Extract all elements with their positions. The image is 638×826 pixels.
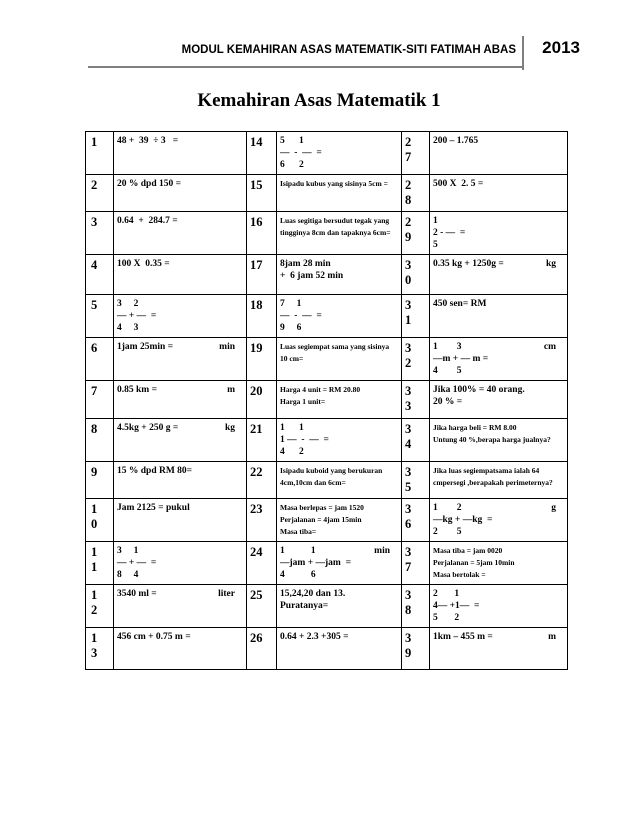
question-number: 1 1 bbox=[86, 542, 114, 585]
question-number: 3 bbox=[86, 212, 114, 255]
question-number: 24 bbox=[247, 542, 277, 585]
question-cell[interactable] bbox=[430, 255, 568, 295]
question-cell[interactable] bbox=[114, 462, 247, 499]
question-text: Jika luas segiempatsama ialah 64 cmpersegi ,berapakah perimeternya? bbox=[433, 466, 553, 487]
table-row bbox=[86, 338, 568, 381]
question-cell[interactable] bbox=[114, 628, 247, 670]
header-rule bbox=[88, 66, 524, 68]
question-number: 1 0 bbox=[86, 499, 114, 542]
question-number: 9 bbox=[86, 462, 114, 499]
question-text: 1 1 1 — - — = 4 2 bbox=[280, 423, 329, 457]
header-divider bbox=[522, 36, 524, 70]
question-text: 15,24,20 dan 13. Puratanya= bbox=[280, 589, 346, 611]
question-text: 48 + 39 ÷ 3 = bbox=[117, 136, 179, 146]
question-text: 500 X 2. 5 = bbox=[433, 179, 484, 189]
question-text: 0.64 + 2.3 +305 = bbox=[280, 632, 349, 642]
question-cell[interactable] bbox=[430, 212, 568, 255]
question-text: 1 2 - — = 5 bbox=[433, 216, 466, 250]
question-number: 19 bbox=[247, 338, 277, 381]
question-text: 3 1 — + — = 8 4 bbox=[117, 546, 157, 580]
question-number: 6 bbox=[86, 338, 114, 381]
question-number: 18 bbox=[247, 295, 277, 338]
question-cell[interactable] bbox=[277, 628, 402, 670]
question-number: 2 7 bbox=[402, 132, 430, 175]
question-cell[interactable] bbox=[430, 542, 568, 585]
question-number: 25 bbox=[247, 585, 277, 628]
question-cell[interactable] bbox=[277, 212, 402, 255]
question-cell[interactable] bbox=[430, 132, 568, 175]
question-text: 0.64 + 284.7 = bbox=[117, 216, 178, 226]
question-number: 3 9 bbox=[402, 628, 430, 670]
table-row bbox=[86, 462, 568, 499]
question-text: Isipadu kuboid yang berukuran 4cm,10cm dan 6cm= bbox=[280, 466, 383, 487]
question-number: 2 8 bbox=[402, 175, 430, 212]
question-text: Luas segiempat sama yang sisinya 10 cm= bbox=[280, 342, 390, 363]
question-text: Masa tiba = jam 0020 Perjalanan = 5jam 10min Masa bertolak = bbox=[433, 546, 515, 579]
table-row bbox=[86, 542, 568, 585]
question-number: 3 8 bbox=[402, 585, 430, 628]
question-text: 0.35 kg + 1250g = bbox=[433, 259, 504, 269]
question-number: 3 1 bbox=[402, 295, 430, 338]
question-cell[interactable] bbox=[114, 419, 247, 462]
question-text: 450 sen= RM bbox=[433, 299, 487, 309]
question-text: 7 1 — - — = 9 6 bbox=[280, 299, 322, 333]
question-cell[interactable] bbox=[277, 585, 402, 628]
question-text: Jika harga beli = RM 8.00 Untung 40 %,berapa harga jualnya? bbox=[433, 423, 551, 444]
question-number: 17 bbox=[247, 255, 277, 295]
unit-label: m bbox=[548, 632, 556, 642]
table-row bbox=[86, 585, 568, 628]
question-number: 3 6 bbox=[402, 499, 430, 542]
question-cell[interactable] bbox=[277, 462, 402, 499]
question-cell[interactable] bbox=[430, 499, 568, 542]
question-cell[interactable] bbox=[430, 462, 568, 499]
question-number: 26 bbox=[247, 628, 277, 670]
question-text: 0.85 km = bbox=[117, 385, 157, 395]
question-cell[interactable] bbox=[277, 542, 402, 585]
question-cell[interactable] bbox=[277, 295, 402, 338]
question-cell[interactable] bbox=[277, 381, 402, 419]
question-text: 20 % dpd 150 = bbox=[117, 179, 182, 189]
question-number: 3 3 bbox=[402, 381, 430, 419]
question-cell[interactable] bbox=[114, 295, 247, 338]
question-cell[interactable] bbox=[430, 628, 568, 670]
question-number: 1 3 bbox=[86, 628, 114, 670]
question-cell[interactable] bbox=[430, 338, 568, 381]
question-text: Isipadu kubus yang sisinya 5cm = bbox=[280, 179, 388, 188]
question-cell[interactable] bbox=[114, 585, 247, 628]
question-cell[interactable] bbox=[277, 338, 402, 381]
question-cell[interactable] bbox=[430, 419, 568, 462]
question-cell[interactable] bbox=[277, 255, 402, 295]
unit-label: cm bbox=[543, 342, 556, 352]
question-text: 1 2 —kg + —kg = 2 5 bbox=[433, 503, 493, 537]
question-number: 23 bbox=[247, 499, 277, 542]
question-text: 8jam 28 min + 6 jam 52 min bbox=[280, 259, 344, 281]
question-text: 2 1 4— +1— = 5 2 bbox=[433, 589, 480, 623]
question-cell[interactable] bbox=[114, 542, 247, 585]
question-text: 3540 ml = bbox=[117, 589, 157, 599]
unit-label: kg bbox=[545, 259, 556, 269]
question-text: 456 cm + 0.75 m = bbox=[117, 632, 191, 642]
question-number: 1 2 bbox=[86, 585, 114, 628]
question-cell[interactable] bbox=[114, 132, 247, 175]
question-number: 22 bbox=[247, 462, 277, 499]
question-text: Jam 2125 = pukul bbox=[117, 503, 190, 513]
question-text: Masa berlepas = jam 1520 Perjalanan = 4jam 15min Masa tiba= bbox=[280, 503, 364, 536]
question-cell[interactable] bbox=[114, 381, 247, 419]
question-cell[interactable] bbox=[430, 585, 568, 628]
question-number: 14 bbox=[247, 132, 277, 175]
question-number: 20 bbox=[247, 381, 277, 419]
table-row bbox=[86, 212, 568, 255]
question-cell[interactable] bbox=[277, 419, 402, 462]
question-cell[interactable] bbox=[430, 381, 568, 419]
question-number: 8 bbox=[86, 419, 114, 462]
header-title: MODUL KEMAHIRAN ASAS MATEMATIK-SITI FATIMAH ABAS bbox=[181, 44, 516, 56]
question-number: 3 7 bbox=[402, 542, 430, 585]
table-row bbox=[86, 499, 568, 542]
question-cell[interactable] bbox=[114, 338, 247, 381]
question-number: 3 0 bbox=[402, 255, 430, 295]
header-year: 2013 bbox=[542, 38, 580, 57]
unit-label: m bbox=[227, 385, 235, 395]
question-text: 4.5kg + 250 g = bbox=[117, 423, 179, 433]
page-title: Kemahiran Asas Matematik 1 bbox=[197, 90, 441, 111]
page-header bbox=[60, 36, 580, 68]
question-cell[interactable] bbox=[430, 295, 568, 338]
table-row bbox=[86, 132, 568, 175]
question-number: 2 9 bbox=[402, 212, 430, 255]
question-number: 2 bbox=[86, 175, 114, 212]
question-number: 4 bbox=[86, 255, 114, 295]
table-row bbox=[86, 175, 568, 212]
table-row bbox=[86, 419, 568, 462]
question-text: 200 – 1.765 bbox=[433, 136, 479, 146]
question-text: Luas segitiga bersudut tegak yang tingginya 8cm dan tapaknya 6cm= bbox=[280, 216, 391, 237]
table-row bbox=[86, 381, 568, 419]
question-number: 15 bbox=[247, 175, 277, 212]
question-number: 7 bbox=[86, 381, 114, 419]
question-text: 1km – 455 m = bbox=[433, 632, 493, 642]
question-cell[interactable] bbox=[114, 175, 247, 212]
question-text: 1 1 —jam + —jam = 4 6 bbox=[280, 546, 351, 580]
question-number: 3 4 bbox=[402, 419, 430, 462]
question-number: 5 bbox=[86, 295, 114, 338]
table-row bbox=[86, 255, 568, 295]
question-text: 15 % dpd RM 80= bbox=[117, 466, 193, 476]
unit-label: liter bbox=[218, 589, 235, 599]
table-row bbox=[86, 295, 568, 338]
unit-label: min bbox=[219, 342, 235, 352]
question-cell[interactable] bbox=[430, 175, 568, 212]
question-number: 3 5 bbox=[402, 462, 430, 499]
question-cell[interactable] bbox=[114, 255, 247, 295]
unit-label: min bbox=[374, 546, 390, 556]
question-cell[interactable] bbox=[277, 175, 402, 212]
question-cell[interactable] bbox=[114, 499, 247, 542]
question-number: 1 bbox=[86, 132, 114, 175]
question-cell[interactable] bbox=[114, 212, 247, 255]
question-text: 1jam 25min = bbox=[117, 342, 174, 352]
question-text: Jika 100% = 40 orang. 20 % = bbox=[433, 385, 525, 407]
question-text: 100 X 0.35 = bbox=[117, 259, 170, 269]
question-text: 1 3 —m + — m = 4 5 bbox=[433, 342, 489, 376]
question-number: 16 bbox=[247, 212, 277, 255]
unit-label: kg bbox=[224, 423, 235, 433]
table-row bbox=[86, 628, 568, 670]
question-cell[interactable] bbox=[277, 499, 402, 542]
question-number: 21 bbox=[247, 419, 277, 462]
question-text: 5 1 — - — = 6 2 bbox=[280, 136, 322, 170]
question-text: 3 2 — + — = 4 3 bbox=[117, 299, 157, 333]
question-number: 3 2 bbox=[402, 338, 430, 381]
question-table bbox=[85, 131, 568, 670]
question-cell[interactable] bbox=[277, 132, 402, 175]
unit-label: g bbox=[551, 503, 556, 513]
question-text: Harga 4 unit = RM 20.80 Harga 1 unit= bbox=[280, 385, 361, 406]
